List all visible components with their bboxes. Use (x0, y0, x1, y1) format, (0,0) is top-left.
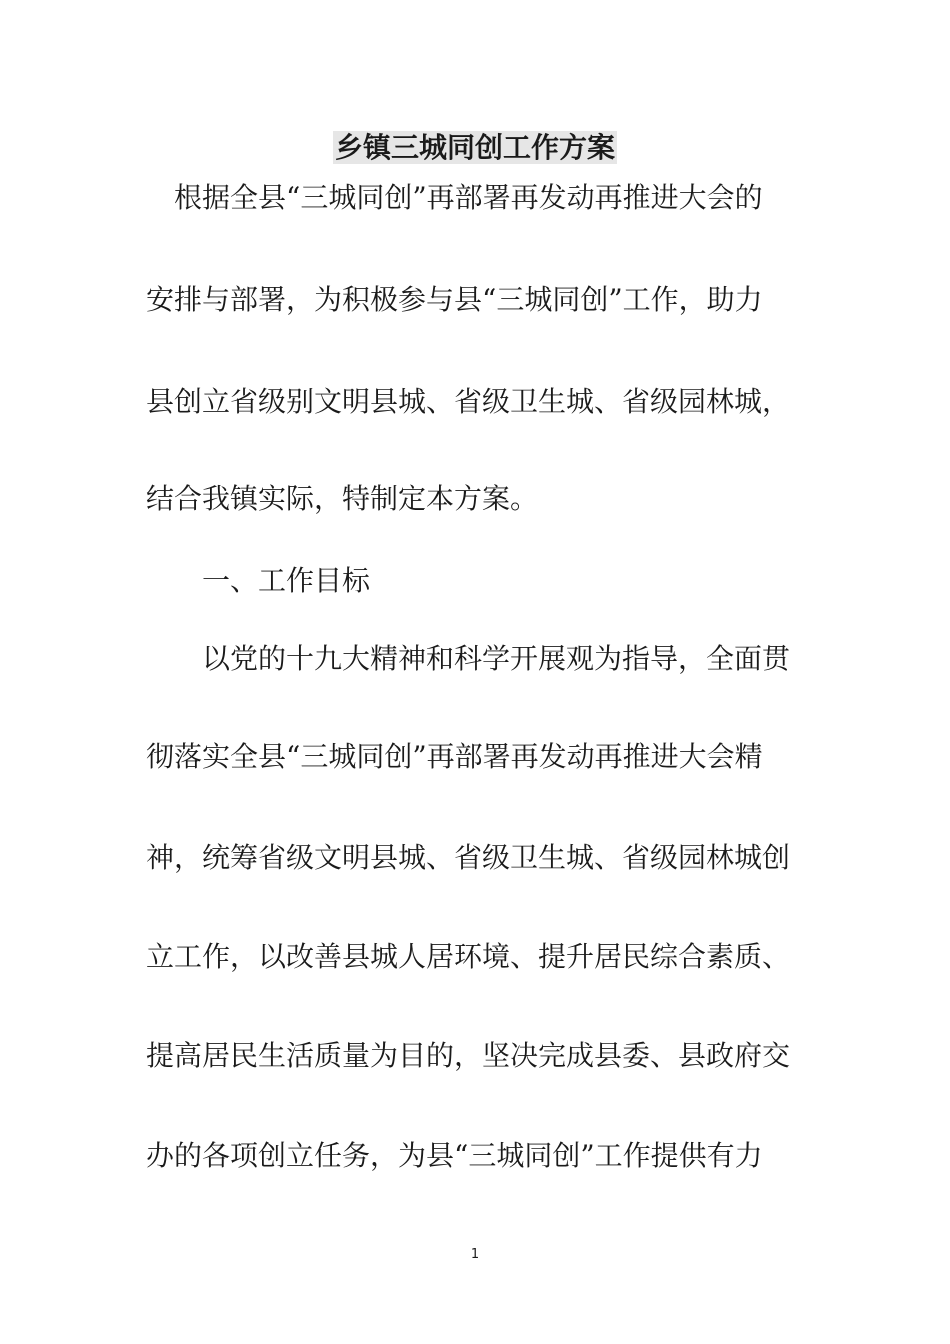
document-title-text: 乡镇三城同创工作方案 (334, 131, 615, 164)
body-line-11: 办的各项创立任务，为县“三城同创”工作提供有力 (146, 1139, 763, 1172)
body-line-1: 根据全县“三城同创”再部署再发动再推进大会的 (146, 181, 763, 214)
body-line-7: 彻落实全县“三城同创”再部署再发动再推进大会精 (146, 740, 763, 773)
document-title (0, 128, 950, 168)
body-line-8: 神，统筹省级文明县城、省级卫生城、省级园林城创 (146, 841, 791, 874)
section-heading-1: 一、工作目标 (146, 564, 371, 597)
body-line-6: 以党的十九大精神和科学开展观为指导，全面贯 (146, 642, 791, 675)
body-line-3: 县创立省级别文明县城、省级卫生城、省级园林城， (146, 385, 791, 418)
page-number: 1 (470, 1247, 480, 1262)
body-line-4: 结合我镇实际，特制定本方案。 (146, 482, 539, 515)
body-line-10: 提高居民生活质量为目的，坚决完成县委、县政府交 (146, 1039, 791, 1072)
body-line-2: 安排与部署，为积极参与县“三城同创”工作，助力 (146, 283, 763, 316)
body-line-9: 立工作，以改善县城人居环境、提升居民综合素质、 (146, 940, 791, 973)
